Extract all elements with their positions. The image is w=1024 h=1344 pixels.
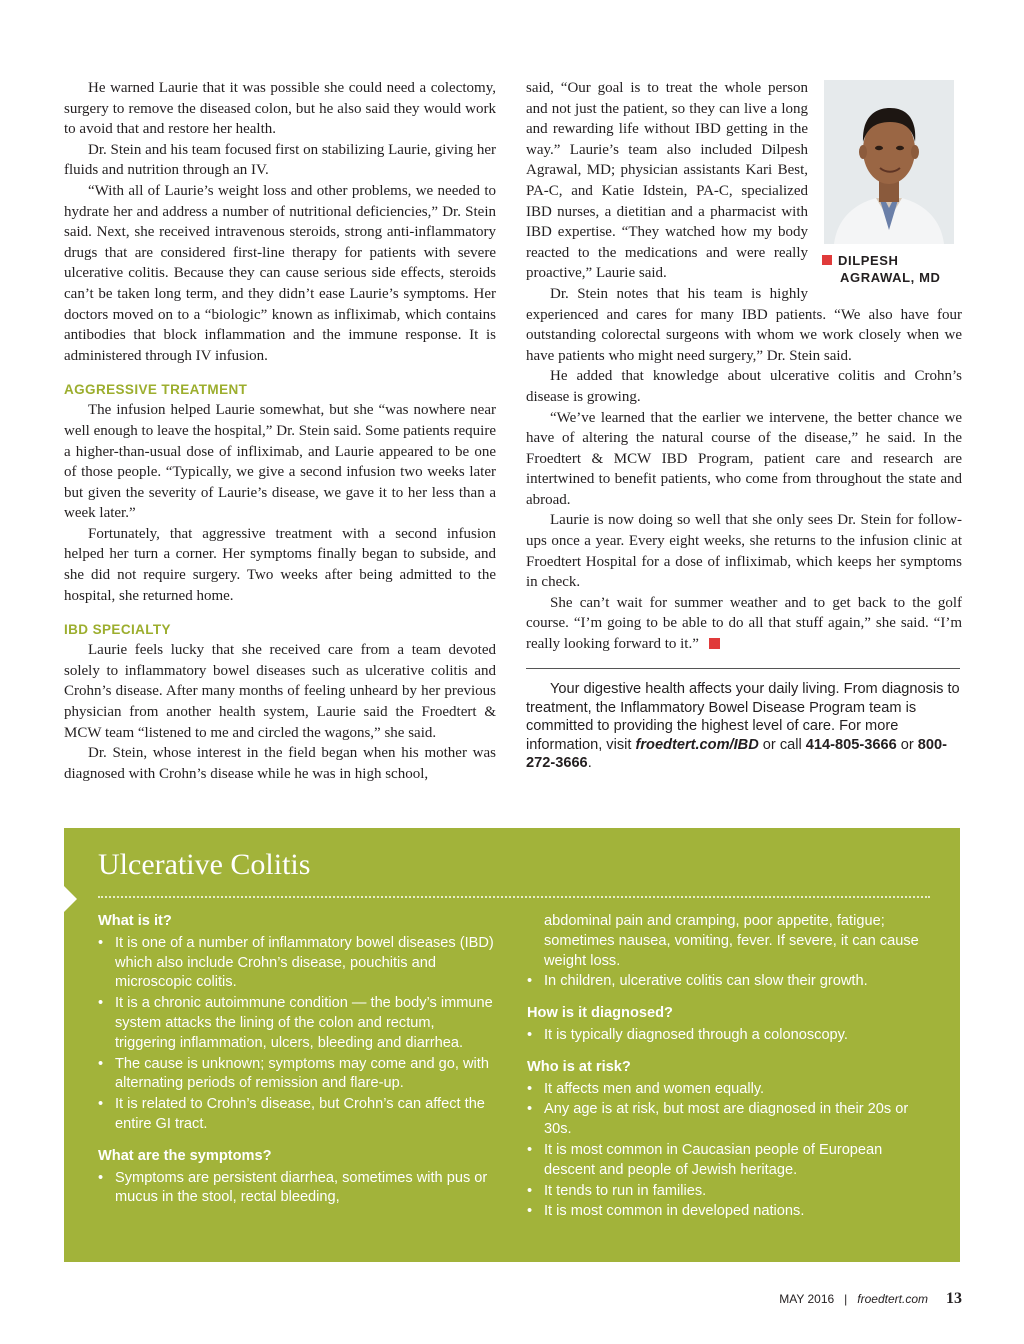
subhead-ibd-specialty: IBD SPECIALTY xyxy=(64,622,171,638)
article-paragraph: Laurie feels lucky that she received care from a team devoted solely to inflammatory bowel diseases such as ulcerative colitis and Crohn’s disease. After many months of feeling unheard by her previous physician from another health system, Laurie said the Froedtert & MCW team “listened to me and circled the wagons,” she said. xyxy=(64,642,496,741)
article-right-column xyxy=(526,78,962,655)
list-item: • It is a chronic autoimmune condition — the body’s immune system attacks the lining of the colon and rectum, triggering inflammation, ulcers, bleeding and diarrhea. xyxy=(98,994,498,1053)
article-paragraph: The infusion helped Laurie somewhat, but she “was nowhere near well enough to leave the hospital,” Dr. Stein said. Some patients require a higher-than-usual dose of infliximab, and Laurie appeared to be one of those people. “Typically, we give a second infusion two weeks later but given the severity of Laurie’s disease, we gave it to her less than a week later.” xyxy=(64,402,496,522)
caption-line: DILPESH xyxy=(838,253,899,268)
portrait-illustration xyxy=(824,80,954,244)
info-text: or xyxy=(896,736,918,753)
article-left-column xyxy=(64,78,496,784)
list-item: • In children, ulcerative colitis can slow their growth. xyxy=(527,972,937,992)
photo-caption xyxy=(822,252,962,286)
info-text: . xyxy=(587,755,592,772)
ibd-website-link[interactable]: froedtert.com/IBD xyxy=(635,736,759,753)
heading-symptoms: What are the symptoms? xyxy=(98,1147,272,1164)
heading-who-is-at-risk: Who is at risk? xyxy=(527,1058,631,1075)
list-item: • It is related to Crohn’s disease, but Crohn’s can affect the entire GI tract. xyxy=(98,1095,498,1135)
list-item: • Any age is at risk, but most are diagnosed in their 20s or 30s. xyxy=(527,1100,937,1140)
list-item: • Symptoms are persistent diarrhea, sometimes with pus or mucus in the stool, rectal bleeding, xyxy=(98,1169,498,1209)
issue-date: MAY 2016 xyxy=(779,1292,835,1306)
symptoms-list xyxy=(98,1169,498,1209)
article-paragraph: Laurie is now doing so well that she only sees Dr. Stein for follow-ups once a year. Every eight weeks, she returns to the infusion clinic at Froedtert Hospital for a dose of infliximab, which keeps her symptoms in check. xyxy=(526,512,962,591)
article-paragraph: He added that knowledge about ulcerative colitis and Crohn’s disease is growing. xyxy=(526,368,962,405)
phone-number-1[interactable]: 414-805-3666 xyxy=(805,736,897,753)
heading-diagnosed: How is it diagnosed? xyxy=(527,1005,673,1022)
red-square-marker xyxy=(822,255,832,265)
caption-line: AGRAWAL, MD xyxy=(840,270,941,285)
section-divider xyxy=(526,668,960,669)
info-text: or call xyxy=(758,736,806,753)
list-item-continued: abdominal pain and cramping, poor appetite, fatigue; sometimes nausea, vomiting, fever. If severe, it can cause weight loss. xyxy=(544,913,919,969)
sidebar-title: Ulcerative Colitis xyxy=(98,848,311,881)
article-paragraph: He warned Laurie that it was possible she could need a colectomy, surgery to remove the diseased colon, but he also said they would work to avoid that and restore her health. xyxy=(64,80,496,138)
symptoms-list-continued xyxy=(527,912,937,992)
list-item: • It is typically diagnosed through a colonoscopy. xyxy=(527,1026,937,1046)
sidebar-notch xyxy=(64,886,77,912)
article-paragraph: Dr. Stein notes that his team is highly experienced and cares for many IBD patients. “We also have four outstanding colorectal surgeons with whom we work closely when we have patients who might need surgery,” Dr. Stein said. xyxy=(526,285,962,364)
article-paragraph: said, “Our goal is to treat the whole person and not just the patient, so they can live a long and rewarding life without IBD getting in the way.” Laurie’s team also included Dilpesh Agrawal, MD; physician assistants Kari Best, PA-C, and Katie Idstein, PA-C, specialized IBD nurses, a dietitian and a pharmacist with IBD expertise. “They watched how my body reacted to the medications and were really proactive,” Laurie said. xyxy=(526,80,808,282)
info-text: Your digestive health affects your daily living. From diagnosis to treatment, the Inflammatory Bowel Disease Program team is committed to providing the highest level of care. For more information, visit xyxy=(526,681,960,753)
page-footer xyxy=(779,1290,962,1308)
list-item: • The cause is unknown; symptoms may come and go, with alternating periods of remission and flare-up. xyxy=(98,1055,498,1095)
article-paragraph: “We’ve learned that the earlier we intervene, the better chance we have of altering the natural course of the disease,” he said. In the Froedtert & MCW IBD Program, patient care and research are intertwined to benefit patients, who come from throughout the state and abroad. xyxy=(526,409,962,508)
footer-site-link[interactable]: froedtert.com xyxy=(857,1292,928,1306)
final-paragraph-text: She can’t wait for summer weather and to get back to the golf course. “I’m going to be able to do all that stuff again,” she said. “I’m really looking forward to it.” xyxy=(526,594,962,653)
what-is-it-list xyxy=(98,934,498,1135)
list-item: • It is most common in Caucasian people of European descent and people of Jewish heritage. xyxy=(527,1141,937,1181)
subhead-aggressive-treatment: AGGRESSIVE TREATMENT xyxy=(64,382,248,398)
risk-list xyxy=(527,1080,937,1223)
end-of-article-marker xyxy=(709,638,720,649)
article-paragraph: Dr. Stein and his team focused first on stabilizing Laurie, giving her fluids and nutrition through an IV. xyxy=(64,141,496,179)
article-paragraph-final xyxy=(526,593,962,655)
sidebar-right-column xyxy=(527,912,937,1223)
doctor-photo-block xyxy=(822,80,962,286)
doctor-portrait-photo xyxy=(824,80,954,244)
article-paragraph: “With all of Laurie’s weight loss and other problems, we needed to hydrate her and address a number of nutritional deficiencies,” Dr. Stein said. Next, she received intravenous steroids, strong anti-inflammatory drugs that are considered first-line therapy for patients with severe ulcerative colitis. Because they can cause serious side effects, steroids can’t be taken long term, and they didn’t ease Laurie’s symptoms. Her doctors moved on to a “biologic” known as infliximab, which contains antibodies that block inflammation and the immune response. It is administered through IV infusion. xyxy=(64,182,496,364)
diagnosed-list xyxy=(527,1026,937,1046)
heading-what-is-it: What is it? xyxy=(98,913,172,929)
program-info-text xyxy=(526,680,962,773)
list-item: • It is most common in developed nations. xyxy=(527,1202,937,1222)
sidebar-left-column xyxy=(98,912,498,1209)
footer-separator: | xyxy=(844,1292,848,1306)
list-item: • It tends to run in families. xyxy=(527,1182,937,1202)
article-paragraph: Dr. Stein, whose interest in the field began when his mother was diagnosed with Crohn’s disease while he was in high school, xyxy=(64,745,496,782)
sidebar-dotted-rule xyxy=(98,896,930,898)
page-number: 13 xyxy=(946,1290,962,1307)
phone-number-2[interactable]: 800-272-3666 xyxy=(526,736,947,772)
list-item: • It is one of a number of inflammatory bowel diseases (IBD) which also include Crohn’s disease, pouchitis and microscopic colitis. xyxy=(98,934,498,993)
list-item: • It affects men and women equally. xyxy=(527,1080,937,1100)
article-paragraph: Fortunately, that aggressive treatment with a second infusion helped her turn a corner. Her symptoms finally began to subside, and she did not require surgery. Two weeks after being admitted to the hospital, she returned home. xyxy=(64,525,496,604)
